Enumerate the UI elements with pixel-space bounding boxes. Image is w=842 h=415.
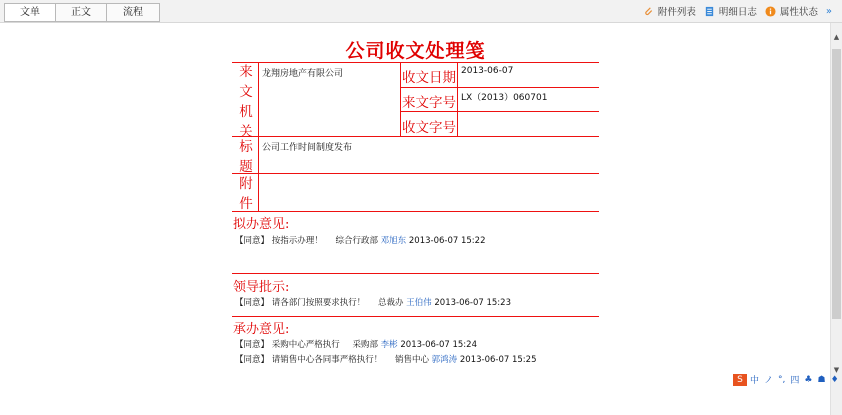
properties-link[interactable] <box>765 4 818 18</box>
opinion-time: 2013-06-07 15:24 <box>400 340 477 350</box>
opinion-time: 2013-06-07 15:23 <box>434 298 511 308</box>
attachment-label <box>234 174 258 214</box>
sender-value[interactable]: 龙翔房地产有限公司 <box>262 69 344 79</box>
sender-label-char: 来 <box>239 64 253 80</box>
handling-opinion-heading: 承办意见: <box>233 322 290 337</box>
opinion-entry <box>235 234 485 246</box>
received-date-value[interactable]: 2013-06-07 <box>461 66 514 76</box>
sender-label-char: 文 <box>239 84 253 100</box>
detail-log-link[interactable] <box>704 4 757 18</box>
opinion-dept: 销售中心 <box>394 355 429 365</box>
subject-label-char: 标 <box>239 139 253 155</box>
attachment-label-char: 附 <box>239 176 253 192</box>
table-line <box>457 62 458 136</box>
tab-document-form[interactable]: 文单 <box>5 4 56 21</box>
subject-label-char: 题 <box>239 159 253 175</box>
scrollbar-thumb[interactable] <box>832 49 841 319</box>
opinion-time: 2013-06-07 15:22 <box>408 236 486 246</box>
table-line <box>400 87 599 88</box>
scroll-down-icon[interactable]: ▼ <box>833 366 840 374</box>
attachment-list-link[interactable] <box>643 4 696 18</box>
scroll-up-icon[interactable]: ▲ <box>833 33 840 41</box>
table-line <box>258 62 259 212</box>
log-icon <box>704 6 715 17</box>
opinion-tag: 【同意】 <box>235 236 270 246</box>
opinion-text: 按指示办理！ <box>271 236 323 246</box>
opinion-dept: 总裁办 <box>377 298 404 308</box>
opinion-entry <box>235 353 536 365</box>
form-title: 公司收文处理笺 <box>345 40 486 62</box>
opinion-dept: 采购部 <box>352 340 378 350</box>
detail-log-label: 明细日志 <box>718 7 757 18</box>
received-doc-no-label: 收文字号 <box>402 120 456 136</box>
opinion-text: 请销售中心各同事严格执行！ <box>271 355 383 365</box>
sender-label-char: 机 <box>239 104 253 120</box>
ime-tray[interactable] <box>733 373 842 386</box>
table-line <box>232 211 599 212</box>
table-line <box>232 136 599 137</box>
opinion-user-link[interactable]: 王伯伟 <box>406 298 432 308</box>
incoming-doc-no-value[interactable]: LX（2013）060701 <box>461 93 548 103</box>
opinion-user-link[interactable]: 郭鸿涛 <box>431 355 458 365</box>
sender-label <box>234 62 258 142</box>
opinion-entry <box>235 338 477 350</box>
opinion-tag: 【同意】 <box>235 340 270 350</box>
opinion-text: 请各部门按照要求执行！ <box>271 298 366 308</box>
draft-opinion-heading: 拟办意见: <box>233 217 290 232</box>
ime-item[interactable]: ☗ <box>817 374 826 385</box>
opinion-user-link[interactable]: 李彬 <box>380 340 398 350</box>
ime-item[interactable]: ♦ <box>830 374 839 385</box>
ime-item[interactable]: 中 <box>750 376 760 386</box>
ime-item[interactable]: ノ <box>764 376 774 386</box>
opinion-tag: 【同意】 <box>235 355 270 365</box>
opinion-text: 采购中心严格执行 <box>271 340 340 350</box>
top-toolbar <box>0 0 842 23</box>
opinion-user-link[interactable]: 邓旭东 <box>380 236 407 246</box>
table-line <box>232 173 599 174</box>
double-chevron-down-icon[interactable]: » <box>825 5 832 17</box>
leader-instruction-heading: 领导批示: <box>233 280 290 295</box>
toolbar-links <box>635 4 832 18</box>
section-divider <box>232 316 599 317</box>
table-line <box>400 62 401 136</box>
attachment-label-char: 件 <box>239 196 253 212</box>
received-date-label: 收文日期 <box>402 70 456 86</box>
tab-body-text[interactable]: 正文 <box>56 4 107 21</box>
sender-label-char: 关 <box>239 124 253 140</box>
ime-item[interactable]: °, <box>778 374 786 385</box>
ime-item[interactable]: 四 <box>790 376 800 386</box>
opinion-time: 2013-06-07 15:25 <box>459 355 537 365</box>
section-divider <box>232 273 599 274</box>
ime-logo-icon[interactable]: S <box>733 374 747 386</box>
attachment-list-label: 附件列表 <box>657 7 696 18</box>
table-line <box>400 111 599 112</box>
view-tabs <box>4 3 160 22</box>
subject-value[interactable]: 公司工作时间制度发布 <box>262 143 353 153</box>
table-border-top <box>232 62 599 63</box>
paperclip-icon <box>643 6 654 17</box>
opinion-tag: 【同意】 <box>235 298 270 308</box>
info-icon <box>765 6 776 17</box>
ime-item[interactable]: ♣ <box>804 374 813 385</box>
opinion-dept: 综合行政部 <box>335 236 378 246</box>
tab-workflow[interactable]: 流程 <box>123 7 143 18</box>
vertical-scrollbar[interactable] <box>830 23 842 415</box>
incoming-doc-no-label: 来文字号 <box>402 95 456 111</box>
opinion-entry <box>235 296 511 308</box>
subject-label <box>234 137 258 177</box>
properties-label: 属性状态 <box>779 7 818 18</box>
